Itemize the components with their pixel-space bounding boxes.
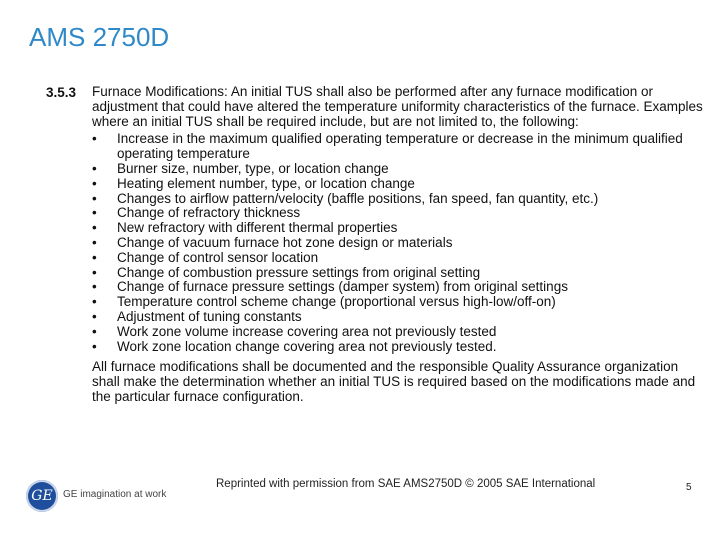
bullet-list	[92, 132, 707, 354]
bullet-icon: •	[92, 190, 97, 206]
bullet-icon: •	[92, 220, 97, 236]
list-item: • Changes to airflow pattern/velocity (baffle positions, fan speed, fan quantity, etc.)	[92, 190, 599, 206]
page-number: 5	[686, 482, 692, 493]
bullet-icon: •	[92, 294, 97, 310]
section-body	[92, 85, 707, 418]
list-item: • Change of control sensor location	[92, 249, 319, 265]
section-number: 3.5.3	[46, 85, 77, 100]
ge-logo-icon: GE	[26, 480, 58, 512]
list-item: • Change of vacuum furnace hot zone design or materials	[92, 234, 453, 250]
bullet-icon: •	[92, 205, 97, 221]
bullet-icon: •	[92, 131, 97, 147]
list-item: • Work zone volume increase covering area not previously tested	[92, 323, 497, 339]
section-closing: All furnace modifications shall be documented and the responsible Quality Assurance organization shall make the determination whether an initial TUS is required based on the modifications made and the particular furnace configuration.	[92, 359, 696, 404]
list-item: • Heating element number, type, or location change	[92, 175, 415, 191]
bullet-icon: •	[92, 338, 97, 354]
list-item: • Adjustment of tuning constants	[92, 308, 302, 324]
bullet-icon: •	[92, 160, 97, 176]
slide-title: AMS 2750D	[29, 22, 170, 52]
list-item: • Increase in the maximum qualified operating temperature or decrease in the minimum qualified operating temperature	[92, 131, 683, 162]
section-intro: Furnace Modifications: An initial TUS shall also be performed after any furnace modification or adjustment that could have altered the temperature uniformity characteristics of the furnace. Examples where an initial TUS shall be required include, but are not limited to, the following:	[92, 84, 703, 129]
ge-tagline: GE imagination at work	[63, 489, 167, 500]
list-item: • Work zone location change covering area not previously tested.	[92, 338, 497, 354]
bullet-icon: •	[92, 249, 97, 265]
footer-credit: Reprinted with permission from SAE AMS2750D © 2005 SAE International	[216, 478, 596, 490]
list-item: • Temperature control scheme change (proportional versus high-low/off-on)	[92, 294, 556, 310]
bullet-icon: •	[92, 279, 97, 295]
bullet-icon: •	[92, 175, 97, 191]
bullet-icon: •	[92, 264, 97, 280]
bullet-icon: •	[92, 323, 97, 339]
bullet-icon: •	[92, 308, 97, 324]
bullet-icon: •	[92, 234, 97, 250]
list-item: • Change of furnace pressure settings (damper system) from original settings	[92, 279, 568, 295]
list-item: • New refractory with different thermal properties	[92, 220, 398, 236]
list-item: • Burner size, number, type, or location change	[92, 160, 389, 176]
list-item: • Change of refractory thickness	[92, 205, 301, 221]
list-item: • Change of combustion pressure settings from original setting	[92, 264, 481, 280]
